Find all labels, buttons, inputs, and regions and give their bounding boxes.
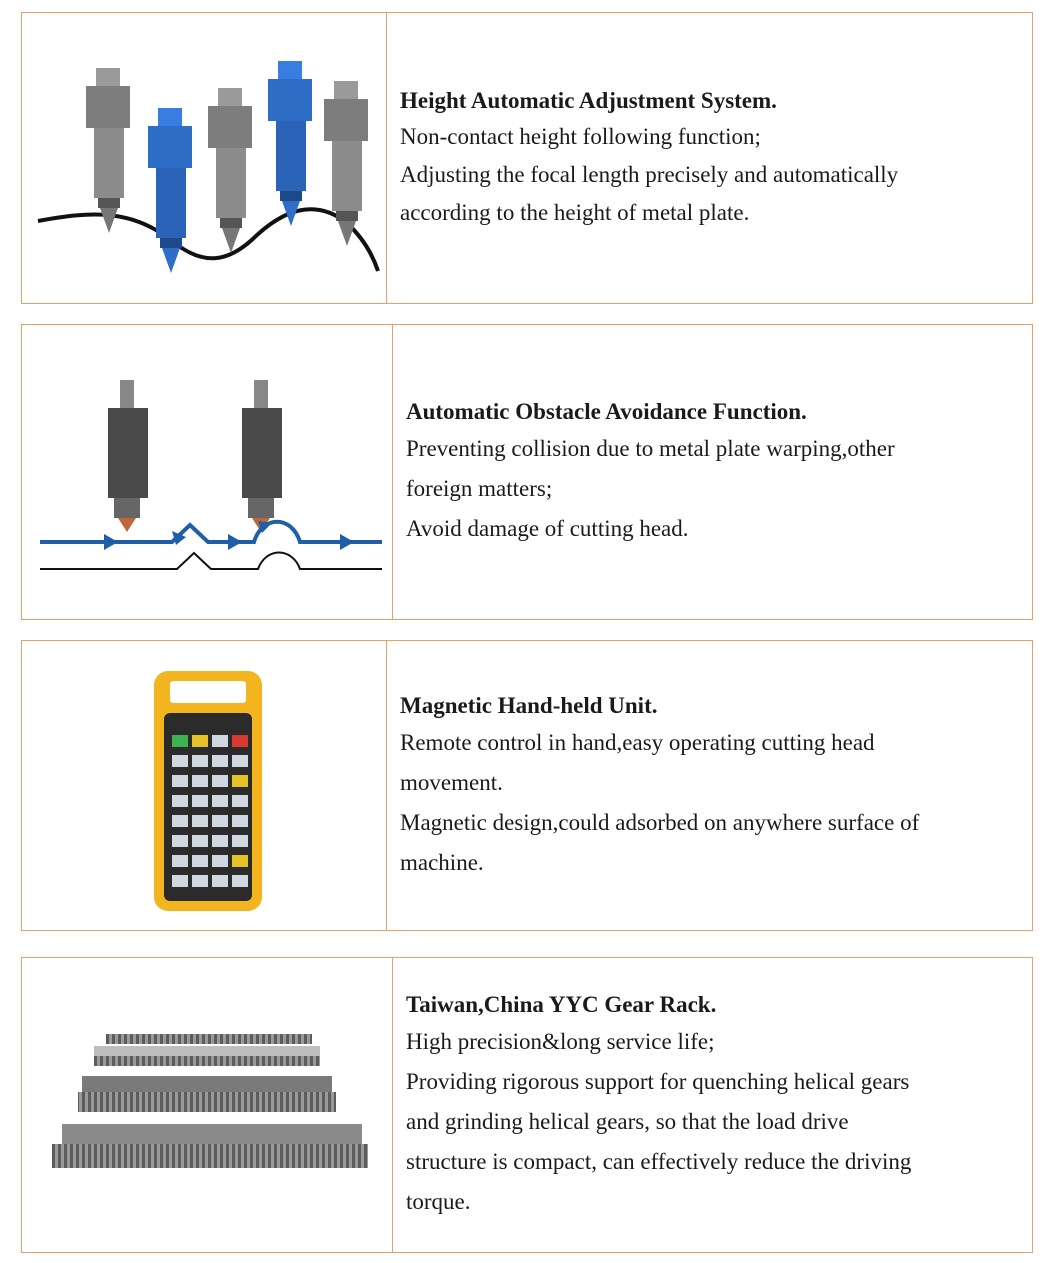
feature-panel-obstacle-avoidance [21, 324, 1033, 620]
feature-line: movement. [400, 769, 503, 795]
feature-line: according to the height of metal plate. [400, 200, 750, 225]
feature-line: Preventing collision due to metal plate warping,other [406, 436, 895, 461]
handheld-pendant-image [22, 641, 386, 930]
feature-line: Providing rigorous support for quenching helical gears [406, 1069, 910, 1094]
feature-panel-gear-rack [21, 957, 1033, 1253]
feature-text [400, 13, 1032, 303]
feature-line: structure is compact, can effectively reduce the driving [406, 1149, 912, 1174]
feature-line: machine. [400, 849, 484, 875]
feature-text [400, 641, 1032, 930]
obstacle-avoidance-image [22, 325, 392, 619]
feature-title: Taiwan,China YYC Gear Rack. [406, 992, 717, 1017]
feature-line: High precision&long service life; [406, 1029, 715, 1054]
feature-line: Avoid damage of cutting head. [406, 516, 689, 541]
feature-line: foreign matters; [406, 476, 553, 501]
feature-line: torque. [406, 1189, 471, 1214]
feature-line: Non-contact height following function; [400, 124, 761, 149]
feature-line: and grinding helical gears, so that the load drive [406, 1109, 849, 1134]
feature-title: Height Automatic Adjustment System. [400, 88, 777, 113]
feature-line: Remote control in hand,easy operating cutting head [400, 729, 875, 755]
feature-panel-handheld-unit [21, 640, 1033, 931]
feature-title: Automatic Obstacle Avoidance Function. [406, 399, 807, 424]
feature-line: Magnetic design,could adsorbed on anywhere surface of [400, 809, 920, 835]
cutting-heads-image [22, 13, 386, 303]
feature-text [406, 958, 1032, 1252]
feature-line: Adjusting the focal length precisely and automatically [400, 162, 899, 187]
feature-title: Magnetic Hand-held Unit. [400, 692, 658, 718]
gear-rack-image [22, 958, 392, 1252]
feature-panel-height-adjustment [21, 12, 1033, 304]
feature-text [406, 325, 1032, 619]
